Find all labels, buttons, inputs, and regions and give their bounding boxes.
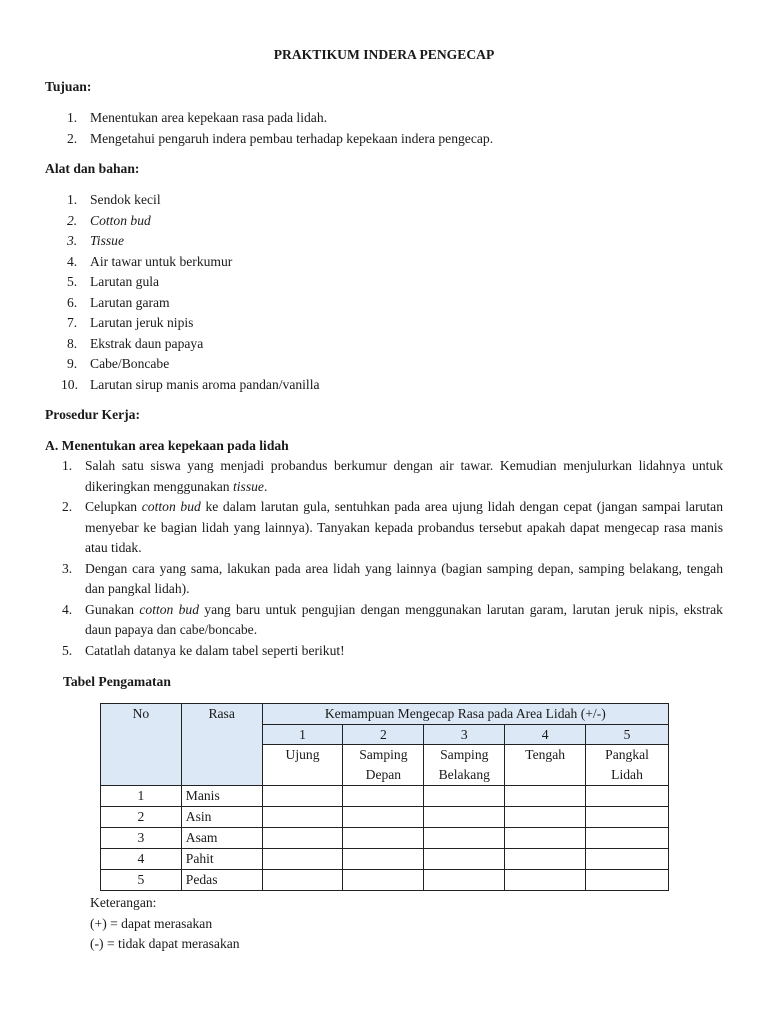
tujuan-list (45, 108, 493, 149)
table-row (101, 828, 669, 849)
table-cell (424, 870, 505, 891)
table-cell (586, 807, 669, 828)
area-number: 1 (262, 724, 343, 745)
table-title: Tabel Pengamatan (63, 674, 171, 689)
procedure-step: 2. Celupkan cotton bud ke dalam larutan gula, sentuhkan pada area ujung lidah dengan cepat (jangan sampai larutan menyebar ke bagian lidah yang lainnya). Tanyakan kepada probandus tersebut apakah dapat mengecap rasa manis atau tidak. (62, 499, 724, 555)
area-number: 5 (586, 724, 669, 745)
heading-tujuan: Tujuan: (45, 79, 92, 94)
header-group: Kemampuan Mengecap Rasa pada Area Lidah (+/-) (262, 704, 668, 725)
keterangan-plus: (+) = dapat merasakan (90, 915, 213, 931)
row-rasa: Pahit (181, 849, 262, 870)
table-cell (424, 807, 505, 828)
table-cell (343, 786, 424, 807)
list-item: 4. Air tawar untuk berkumur (67, 253, 233, 269)
table-cell (424, 786, 505, 807)
header-no: No (101, 704, 182, 786)
list-item: 9. Cabe/Boncabe (67, 356, 170, 371)
list-item: 3. Tissue (67, 233, 124, 248)
alat-bahan-list (45, 190, 320, 395)
table-cell (343, 849, 424, 870)
keterangan (90, 893, 240, 955)
table-row (101, 807, 669, 828)
table-cell (586, 828, 669, 849)
table-cell (586, 786, 669, 807)
table-cell (424, 828, 505, 849)
area-name: Samping Belakang (424, 745, 505, 786)
list-item: 1. Menentukan area kepekaan rasa pada lidah. (67, 110, 328, 125)
table-cell (262, 849, 343, 870)
area-name: Pangkal Lidah (586, 745, 669, 786)
table-cell (262, 786, 343, 807)
list-item: 2. Mengetahui pengaruh indera pembau terhadap kepekaan indera pengecap. (67, 130, 494, 146)
list-item: 7. Larutan jeruk nipis (67, 315, 194, 330)
row-rasa: Asam (181, 828, 262, 849)
table-row (101, 849, 669, 870)
row-rasa: Asin (181, 807, 262, 828)
list-item: 8. Ekstrak daun papaya (67, 335, 204, 351)
list-item: 1. Sendok kecil (67, 192, 161, 207)
list-item: 6. Larutan garam (67, 294, 170, 310)
table-header-row (101, 704, 669, 725)
procedure-step: 3. Dengan cara yang sama, lakukan pada area lidah yang lainnya (bagian samping depan, samping belakang, tengah dan pangkal lidah). (62, 560, 723, 596)
row-rasa: Pedas (181, 870, 262, 891)
heading-prosedur: Prosedur Kerja: (45, 407, 141, 422)
table-cell (586, 870, 669, 891)
list-item: 5. Larutan gula (67, 274, 160, 289)
list-item: 10. Larutan sirup manis aroma pandan/vanilla (61, 376, 320, 392)
keterangan-label: Keterangan: (90, 895, 157, 910)
area-number: 2 (343, 724, 424, 745)
area-number: 3 (424, 724, 505, 745)
row-rasa: Manis (181, 786, 262, 807)
table-row (101, 870, 669, 891)
table-cell (586, 849, 669, 870)
table-cell (343, 807, 424, 828)
table-row (101, 786, 669, 807)
procedure-step: 4. Gunakan cotton bud yang baru untuk pengujian dengan menggunakan larutan garam, larutan jeruk nipis, ekstrak daun papaya dan cabe/boncabe. (62, 601, 723, 637)
observation-table (100, 703, 669, 891)
table-cell (505, 870, 586, 891)
area-name: Tengah (505, 745, 586, 786)
area-name: Samping Depan (343, 745, 424, 786)
area-name: Ujung (262, 745, 343, 786)
row-no: 1 (101, 786, 182, 807)
table-cell (262, 807, 343, 828)
table-cell (505, 786, 586, 807)
header-rasa: Rasa (181, 704, 262, 786)
page-title: PRAKTIKUM INDERA PENGECAP (273, 47, 495, 62)
procedure-list (45, 456, 723, 661)
table-cell (262, 828, 343, 849)
row-no: 4 (101, 849, 182, 870)
list-item: 2. Cotton bud (67, 212, 151, 228)
heading-alat-bahan: Alat dan bahan: (45, 161, 140, 176)
table-cell (505, 828, 586, 849)
procedure-step: 5. Catatlah datanya ke dalam tabel seperti berikut! (62, 642, 345, 658)
table-cell (343, 870, 424, 891)
row-no: 5 (101, 870, 182, 891)
section-a-heading: A. Menentukan area kepekaan pada lidah (45, 438, 289, 453)
area-number: 4 (505, 724, 586, 745)
table-cell (505, 807, 586, 828)
keterangan-minus: (-) = tidak dapat merasakan (90, 936, 240, 951)
table-cell (262, 870, 343, 891)
procedure-step: 1. Salah satu siswa yang menjadi probandus berkumur dengan air tawar. Kemudian menjulurkan lidahnya untuk dikeringkan menggunakan tissue. (62, 458, 723, 494)
row-no: 3 (101, 828, 182, 849)
table-cell (343, 828, 424, 849)
row-no: 2 (101, 807, 182, 828)
table-cell (424, 849, 505, 870)
table-cell (505, 849, 586, 870)
